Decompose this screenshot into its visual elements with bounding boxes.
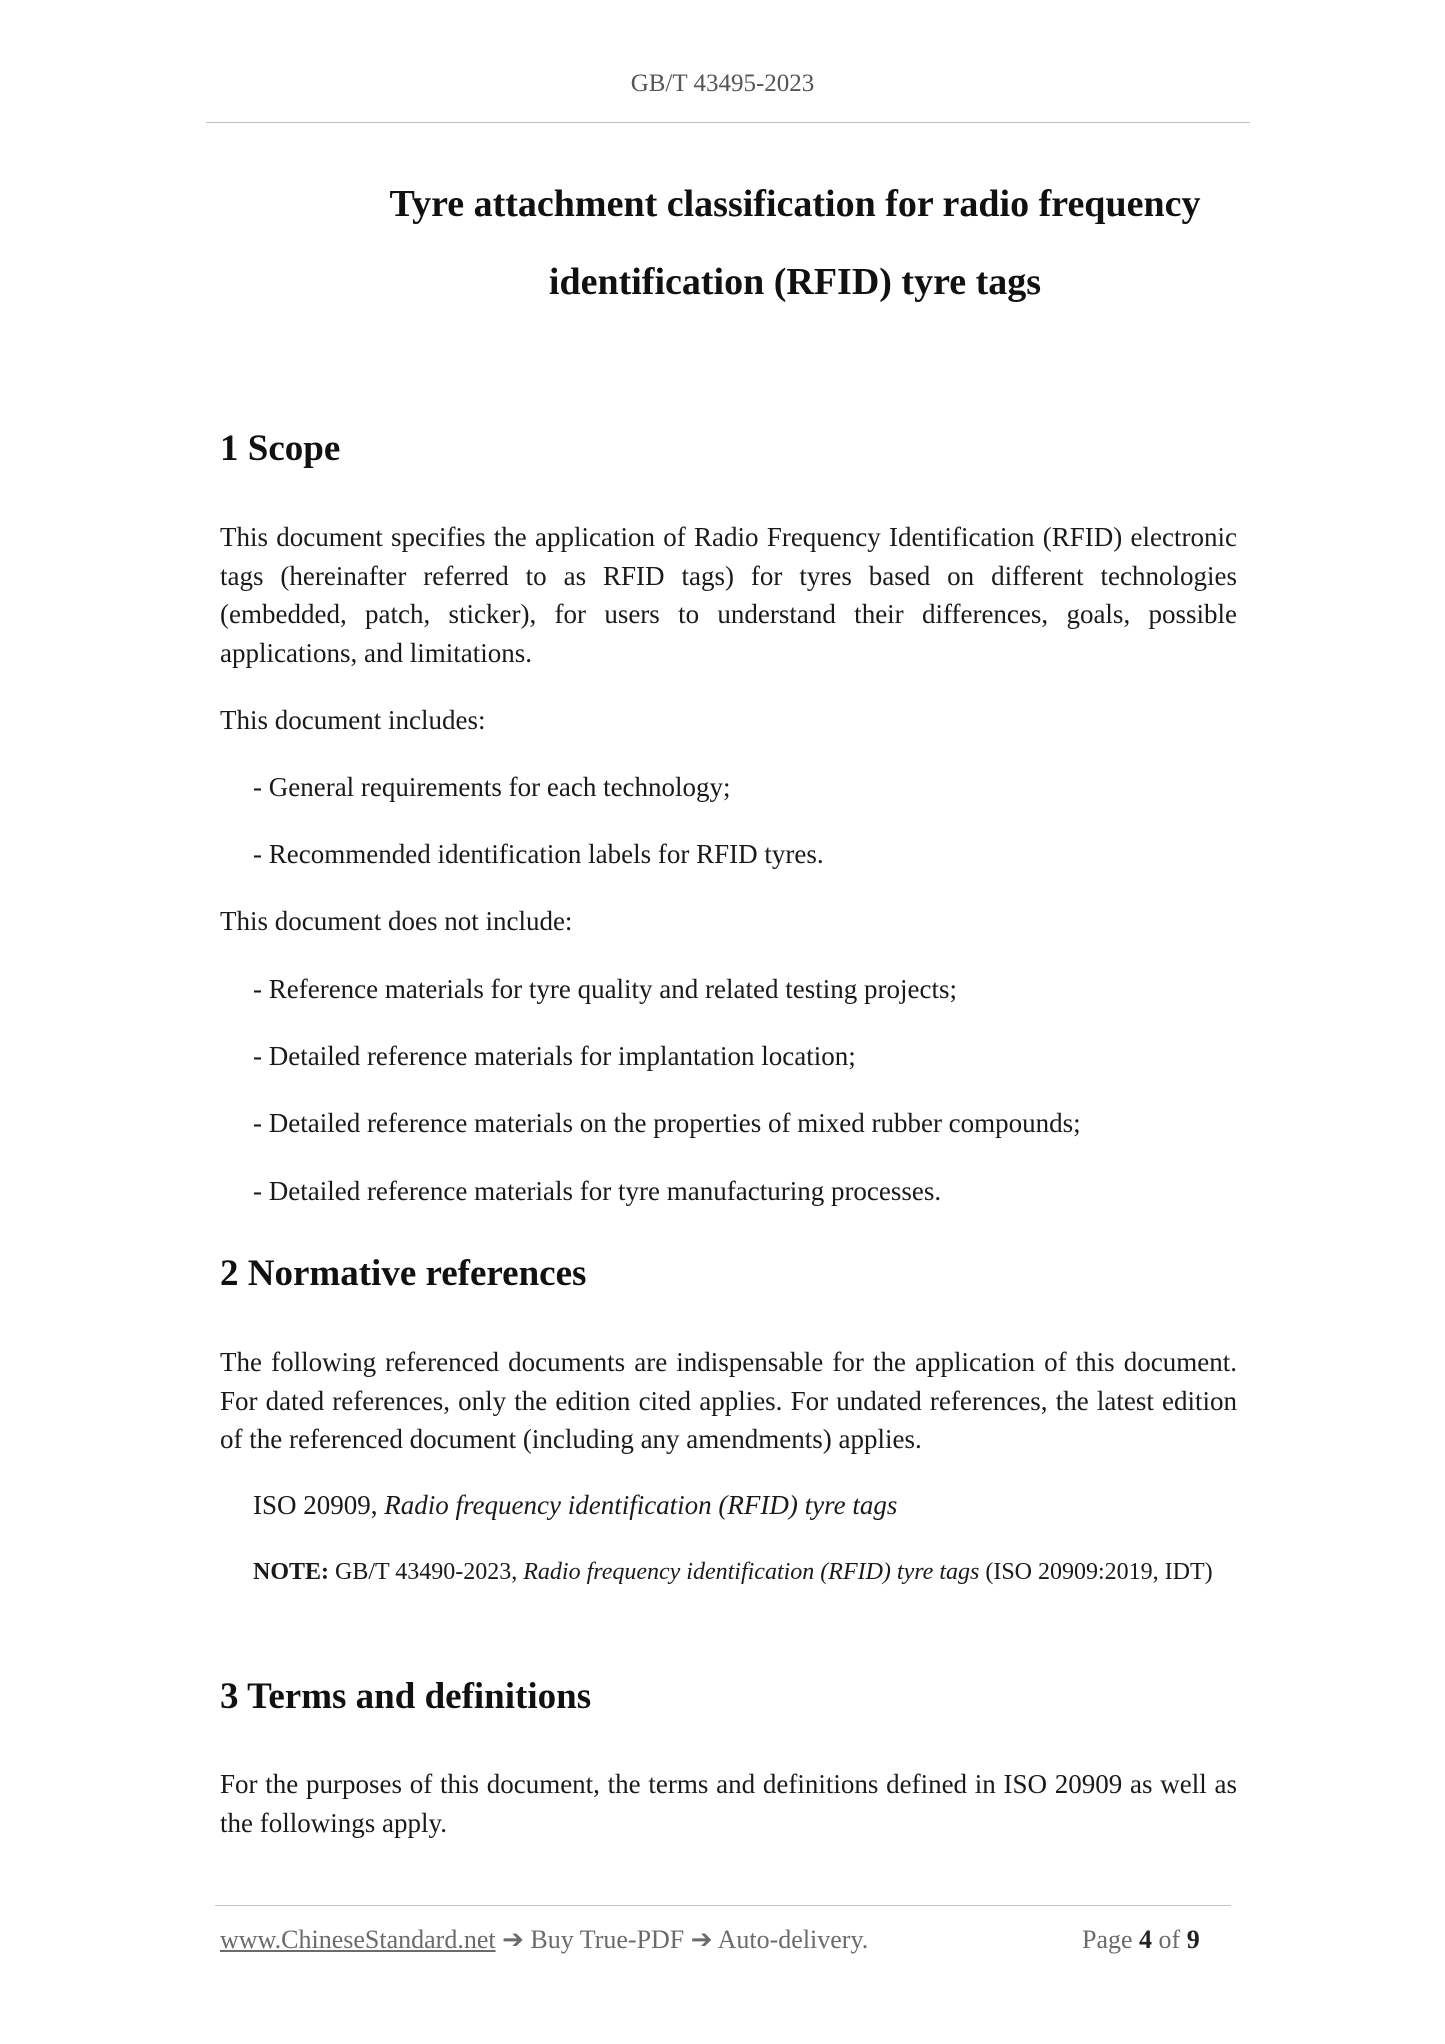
promo-text: ➔ Buy True-PDF ➔ Auto-delivery. (495, 1925, 869, 1954)
note-code: GB/T 43490-2023, (329, 1559, 524, 1585)
reference-entry (253, 1490, 897, 1521)
reference-note (253, 1552, 1237, 1592)
reference-title: Radio frequency identification (RFID) tyre tags (384, 1490, 898, 1520)
footer-divider (215, 1905, 1231, 1906)
note-label: NOTE: (253, 1559, 330, 1585)
list-item: - Detailed reference materials on the properties of mixed rubber compounds; (253, 1108, 1081, 1138)
normative-references-paragraph: The following referenced documents are indispensable for the application of this document. For dated references, only the edition cited applies. For undated references, the latest edition of the referenced document (including any amendments) applies. (220, 1347, 1237, 1454)
page-indicator (1082, 1925, 1200, 1955)
title-line-1: Tyre attachment classification for radio frequency (389, 183, 1201, 225)
section-heading-terms-definitions: 3 Terms and definitions (220, 1676, 592, 1717)
page-prefix: Page (1082, 1925, 1140, 1954)
terms-definitions-paragraph: For the purposes of this document, the terms and definitions defined in ISO 20909 as well as the followings apply. (220, 1769, 1237, 1838)
title-line-2: identification (RFID) tyre tags (548, 261, 1042, 303)
list-item: - General requirements for each technology; (253, 772, 731, 802)
header-divider (206, 122, 1250, 123)
document-code-header: GB/T 43495-2023 (630, 70, 815, 97)
site-link[interactable]: www.ChineseStandard.net (220, 1925, 496, 1954)
note-tail: (ISO 20909:2019, IDT) (979, 1559, 1213, 1585)
list-item: - Recommended identification labels for RFID tyres. (253, 839, 824, 869)
document-title (200, 165, 1390, 321)
section-heading-normative-references: 2 Normative references (220, 1253, 587, 1294)
footer-promo (220, 1925, 868, 1955)
section-heading-scope: 1 Scope (220, 428, 341, 469)
page-current: 4 (1139, 1925, 1153, 1954)
page-of: of (1152, 1925, 1187, 1954)
page-total: 9 (1186, 1925, 1200, 1954)
note-title: Radio frequency identification (RFID) tyre tags (523, 1559, 980, 1585)
includes-intro: This document includes: (220, 705, 486, 735)
scope-paragraph: This document specifies the application of Radio Frequency Identification (RFID) electronic tags (hereinafter referred to as RFID tags) for tyres based on different technologies (embedded, patch, sticker), for users to understand their differences, goals, possible applications, and limitations. (220, 522, 1237, 668)
list-item: - Detailed reference materials for implantation location; (253, 1041, 856, 1071)
excludes-intro: This document does not include: (220, 906, 573, 936)
reference-code: ISO 20909, (253, 1490, 385, 1520)
list-item: - Detailed reference materials for tyre manufacturing processes. (253, 1176, 942, 1206)
list-item: - Reference materials for tyre quality and related testing projects; (253, 974, 957, 1004)
